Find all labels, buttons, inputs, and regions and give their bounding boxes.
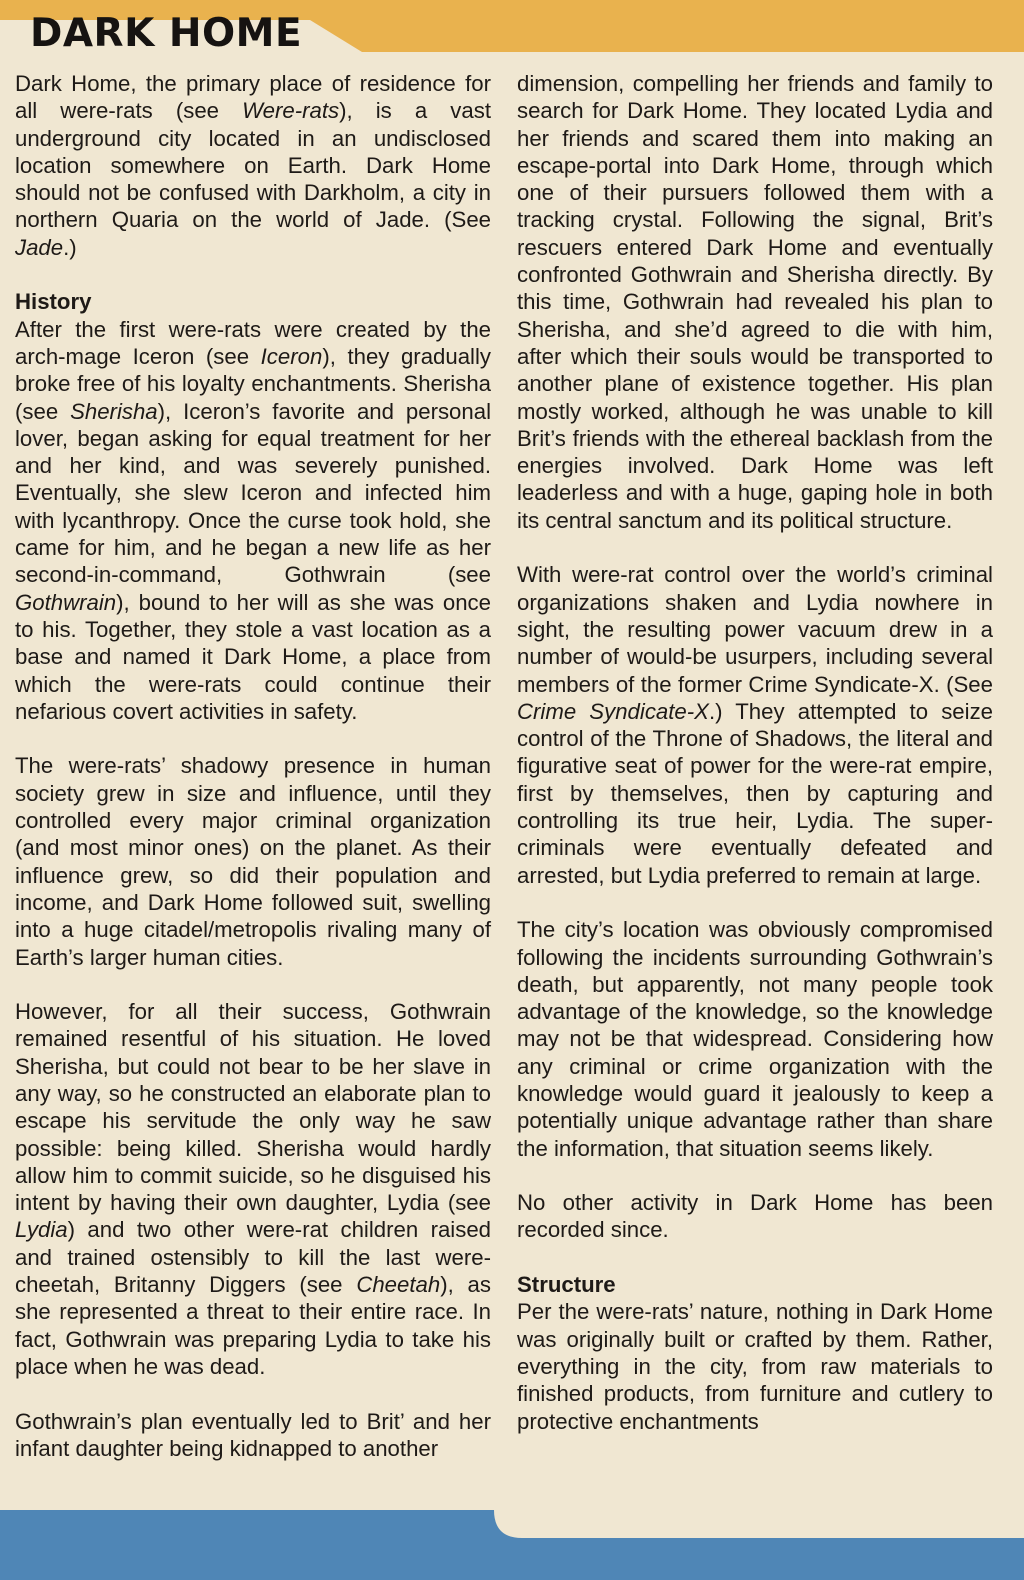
cross-reference: Cheetah [356, 1272, 441, 1298]
cross-reference: Were-rats [242, 98, 340, 124]
history-paragraph-4: Gothwrain’s plan eventually led to Brit’ and her infant daughter being kidnapped to another [15, 1408, 491, 1461]
cross-reference: Iceron [260, 343, 323, 369]
cross-reference: Gothwrain [15, 589, 117, 615]
history-paragraph-5: dimension, compelling her friends and family to search for Dark Home. They located Lydia and her friends and scared them into making an escape-portal into Dark Home, through which one of their pursuers followed them with a tracking crystal. Following the signal, Brit’s rescuers entered Dark Home and eventually confronted Gothwrain and Sherisha directly. By this time, Gothwrain had revealed his plan to Sherisha, and she’d agreed to die with him, after which their souls would be transported to another plane of existence together. His plan mostly worked, although he was unable to kill Brit’s friends with the ethereal backlash from the energies involved. Dark Home was left leaderless and with a huge, gaping hole in both its central sanctum and its political structure. [517, 71, 993, 533]
history-paragraph-6: With were-rat control over the world’s criminal organizations shaken and Lydia nowhere in sight, the resulting power vacuum drew in a number of would-be usurpers, including several members of the former Crime Syndicate-X. (See Crime Syndicate-X.) They attempted to seize control of the Throne of Shadows, the literal and figurative seat of power for the were-rat empire, first by themselves, then by capturing and controlling its true heir, Lydia. The super-criminals were eventually defeated and arrested, but Lydia preferred to remain at large. [517, 562, 993, 888]
history-heading: History [15, 289, 92, 315]
right-column [517, 70, 993, 1435]
page-title: DARK HOME [30, 11, 303, 56]
cross-reference: Lydia [15, 1217, 68, 1243]
cross-reference: Crime Syndicate-X [517, 698, 709, 724]
history-paragraph-7: The city’s location was obviously compromised following the incidents surrounding Gothwrain’s death, but apparently, not many people took advantage of the knowledge, so the knowledge may not be that widespread. Considering how any criminal or crime organization with the knowledge would guard it jealously to keep a potentially unique advantage rather than share the information, that situation seems likely. [517, 917, 993, 1161]
history-paragraph-1: After the first were-rats were created by the arch-mage Iceron (see Iceron), they gradually broke free of his loyalty enchantments. Sherisha (see Sherisha), Iceron’s favorite and personal lover, began asking for equal treatment for her and her kind, and was severely punished. Eventually, she slew Iceron and infected him with lycanthropy. Once the curse took hold, she came for him, and he began a new life as her second-in-command, Gothwrain (see Gothwrain), bound to her will as she was once to his. Together, they stole a vast location as a base and named it Dark Home, a place from which the were-rats could continue their nefarious covert activities in safety. [15, 316, 492, 724]
structure-paragraph-1: Per the were-rats’ nature, nothing in Dark Home was originally built or crafted by them. Rather, everything in the city, from raw materials to finished products, from furniture and cutlery to protective enchantments [517, 1299, 993, 1434]
cross-reference: Jade [15, 234, 64, 260]
history-paragraph-8: No other activity in Dark Home has been recorded since. [517, 1190, 993, 1243]
footer-band [0, 1500, 1024, 1580]
footer-band-fill [0, 1510, 1024, 1580]
left-column [15, 70, 491, 1462]
structure-heading: Structure [517, 1272, 616, 1298]
history-paragraph-3: However, for all their success, Gothwrain remained resentful of his situation. He loved Sherisha, but could not bear to be her slave in any way, so he constructed an elaborate plan to escape his servitude the only way he saw possible: being killed. Sherisha would hardly allow him to commit suicide, so he disguised his intent by having their own daughter, Lydia (see Lydia) and two other were-rat children raised and trained ostensibly to kill the last were-cheetah, Britanny Diggers (see Cheetah), as she represented a threat to their entire race. In fact, Gothwrain was preparing Lydia to take his place when he was dead. [15, 999, 491, 1379]
intro-paragraph: Dark Home, the primary place of residence for all were-rats (see Were-rats), is a vast underground city located in an undisclosed location somewhere on Earth. Dark Home should not be confused with Darkholm, a city in northern Quaria on the world of Jade. (See Jade.) [15, 71, 491, 260]
cross-reference: Sherisha [70, 398, 158, 424]
history-paragraph-2: The were-rats’ shadowy presence in human society grew in size and influence, until they controlled every major criminal organization (and most minor ones) on the planet. As their influence grew, so did their population and income, and Dark Home followed suit, swelling into a huge citadel/metropolis rivaling many of Earth’s larger human cities. [15, 753, 491, 970]
